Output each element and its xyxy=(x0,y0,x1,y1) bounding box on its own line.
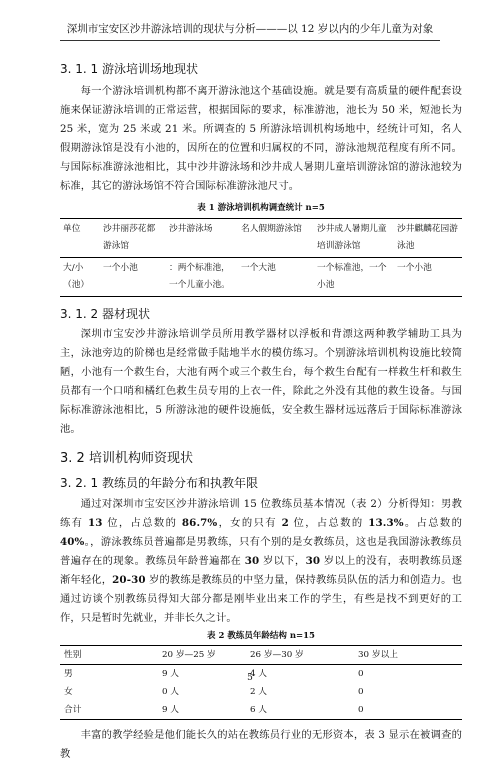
emphasized-number: 30 xyxy=(305,555,321,567)
text-run: 岁以上的没有，表明教练员逐渐年轻化， xyxy=(60,555,462,586)
text-run: 。占总数的 xyxy=(403,517,463,529)
table-cell: 9 人 xyxy=(162,669,179,679)
table1-caption: 表 1 游泳培训机构调查统计 n=5 xyxy=(197,203,325,213)
section-heading-3-1-1: 3. 1. 1 游泳培训场地现状 xyxy=(60,62,198,76)
emphasized-number: 20-30 xyxy=(112,574,146,586)
table-cell: 2 人 xyxy=(250,687,267,697)
table2-header-row xyxy=(60,646,462,665)
running-header: 深圳市宝安区沙井游泳培训的现状与分析———以 12 岁以内的少年儿童为对象 xyxy=(60,12,440,41)
section-heading-3-2: 3. 2 培训机构师资现状 xyxy=(60,451,193,466)
table-cell: 一个小池 xyxy=(397,263,432,273)
text-run: 岁以下， xyxy=(259,555,306,567)
table-cell: 合计 xyxy=(64,705,82,715)
emphasized-number: 30 xyxy=(244,555,260,567)
text-run: 岁的教练是教练员的中坚力量，保持教练员队伍的活力和创造力。也通过访谈个别教练员得知大部分都是刚毕业出来工作的学生，有些是找不到更好的工作，只是暂时先就业，并非长久之计。 xyxy=(60,574,462,624)
table-cell: 6 人 xyxy=(250,705,267,715)
table1-header-cell: 沙井麒麟花园游泳池 xyxy=(397,224,458,251)
table-row xyxy=(60,683,462,701)
table1-header-cell: 沙井游泳场 xyxy=(169,224,213,234)
section-heading-3-2-1: 3. 2. 1 教练员的年龄分布和执教年限 xyxy=(60,476,258,490)
emphasized-number: 86.7% xyxy=(181,517,218,529)
table-cell: 一个大池 xyxy=(241,263,276,273)
table1-header-cell: 单位 xyxy=(63,224,81,234)
paragraph-equipment-status: 深圳市宝安沙井游泳培训学员所用教学器材以浮板和背漂这两种教学辅助工具为主，泳池旁边的阶梯也是经常做手陆地半水的模仿练习。个别游泳培训机构设施比较简陋，小池有一个救生台，大池有两个或三个救生台，每个救生台配有一样救生杆和救生员都有一个口哨和橘红色救生员专用的上衣一件，除此之外没有其他的救生设备。与国际标准游泳池相比，5 所游泳池的硬件设施低，安全救生器材远远落后于国际标准游泳池。 xyxy=(60,328,462,435)
table-cell: ：两个标准池，一个儿童小池。 xyxy=(169,263,230,290)
table-cell: 0 人 xyxy=(162,687,179,697)
table1-header-row xyxy=(60,219,462,258)
paragraph-venue-status: 每一个游泳培训机构都不离开游泳池这个基础设施。就是要有高质量的硬件配套设施来保证游泳培训的正常运营，根据国际的要求，标准游池，池长为 50 米，短池长为 25 米，宽为 25 米或 21 米。所调查的 5 所游泳培训机构场地中，经统计可知，名人假期游泳馆是没有小池的，因所在的位置和归属权的不同，游泳池规范程度有所不同。与国际标准游泳池相比，其中沙井游泳场和沙井成人暑期儿童培训游泳馆的游泳池较为标准，其它的游泳场馆不符合国际标准游泳池尺寸。 xyxy=(60,85,462,192)
emphasized-number: 40% xyxy=(60,536,85,548)
paragraph-trailing: 丰富的教学经验是他们能长久的站在教练员行业的无形资本，表 3 显示在被调查的教 xyxy=(60,729,462,760)
page-number: 5 xyxy=(247,673,253,683)
text-run: 。，游泳教练员普遍都是男教练，只有个别的是女教练员，这也是我国游泳教练员普遍存在的现象。教练员年龄普遍都在 xyxy=(60,536,462,567)
table2-caption: 表 2 教练员年龄结构 n=15 xyxy=(207,631,315,641)
table-row xyxy=(60,258,462,297)
emphasized-number: 13 xyxy=(88,517,103,529)
page-content xyxy=(60,60,462,764)
table-cell: 0 xyxy=(358,669,364,679)
table1-header-cell: 沙井丽莎花都游泳馆 xyxy=(103,224,156,251)
table2-header-cell: 26 岁—30 岁 xyxy=(250,650,304,660)
table-cell: 0 xyxy=(358,687,364,697)
table-cell: 9 人 xyxy=(162,705,179,715)
paragraph-coach-age xyxy=(60,495,462,628)
table-cell: 4 人 xyxy=(250,669,267,679)
table2-header-cell: 30 岁以上 xyxy=(358,650,398,660)
section-heading-3-1-2: 3. 1. 2 器材现状 xyxy=(60,307,150,321)
table1-row-label: 大/小（池） xyxy=(63,263,90,290)
table2-header-cell: 性别 xyxy=(64,650,82,660)
text-run: ，女的只有 xyxy=(217,517,282,529)
table-row xyxy=(60,701,462,720)
table-cell: 一个标准池，一个小池 xyxy=(317,263,387,290)
table-cell: 一个小池 xyxy=(103,263,138,273)
table-cell: 女 xyxy=(64,687,73,697)
table1-header-cell: 沙井成人暑期儿童培训游泳馆 xyxy=(317,224,387,251)
text-run: 位，占总数的 xyxy=(102,517,182,529)
text-run: 位，占总数的 xyxy=(288,517,369,529)
table1-header-cell: 名人假期游泳馆 xyxy=(241,224,302,234)
table-cell: 男 xyxy=(64,669,73,679)
table-cell: 0 xyxy=(358,705,364,715)
text-run: 通过对深圳市宝安区沙井游泳培训 15 位教练员基本情况（表 2）分析得知：男教练有 xyxy=(60,498,462,529)
table2-header-cell: 20 岁—25 岁 xyxy=(162,650,216,660)
emphasized-number: 2 xyxy=(281,517,289,529)
table-institution-survey xyxy=(60,218,462,297)
emphasized-number: 13.3% xyxy=(368,517,404,529)
